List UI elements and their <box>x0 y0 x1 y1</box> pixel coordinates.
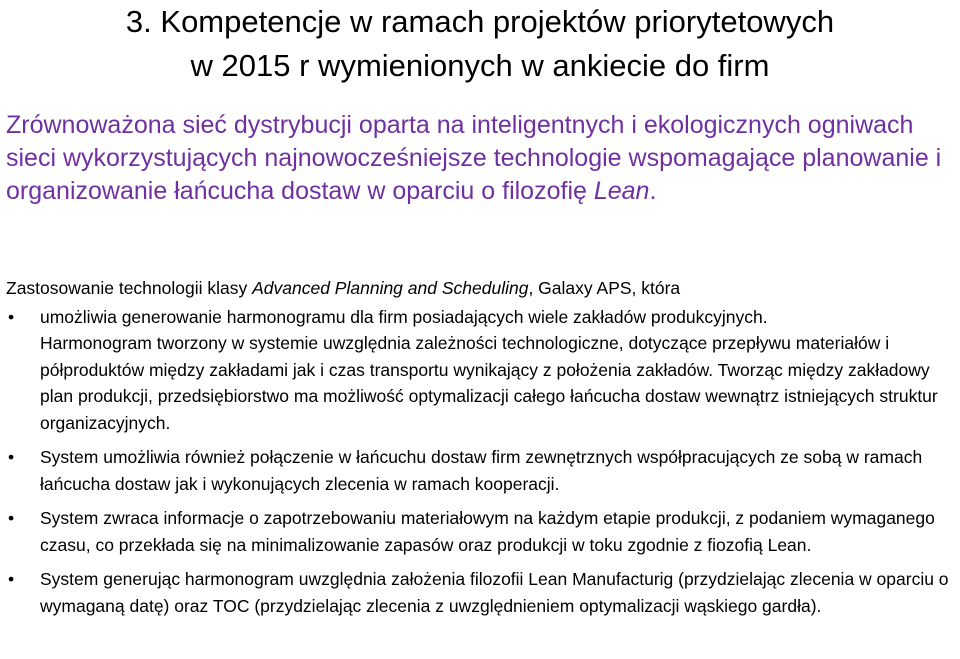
bullet-icon: • <box>8 569 15 589</box>
bullet-item <box>6 505 956 558</box>
bullet-icon: • <box>8 306 15 327</box>
intro-suffix: , Galaxy APS, która <box>528 278 681 298</box>
bullet-continuation: Harmonogram tworzony w systemie uwzględnia zależności technologiczne, dotyczące przepływu materiałów i półproduktów między zakładami jak i czas transportu wynikający z położenia zakładów. Tworząc między zakładowy plan produkcji, przedsiębiorstwo ma możliwość optymalizacji całego łańcucha dostaw wewnątrz istniejących struktur organizacyjnych. <box>40 333 938 433</box>
subtitle-end: . <box>649 177 657 205</box>
subtitle-lean: Lean <box>593 177 650 205</box>
intro-italic: Advanced Planning and Scheduling <box>252 278 529 298</box>
slide-title <box>0 0 960 88</box>
bullet-text: umożliwia generowanie harmonogramu dla firm posiadających wiele zakładów produkcyjnych. <box>40 306 768 327</box>
slide-subtitle <box>6 109 956 208</box>
bullet-item <box>6 304 956 437</box>
slide-body <box>6 275 956 627</box>
bullet-text: System zwraca informacje o zapotrzebowaniu materiałowym na każdym etapie produkcji, z podaniem wymaganego czasu, co przekłada się na minimalizowanie zapasów oraz produkcji w toku zgodnie z fiozofią Lean. <box>40 508 935 555</box>
bullet-text: System generując harmonogram uwzględnia założenia filozofii Lean Manufacturig (przydzielając zlecenia w oparciu o wymaganą datę) oraz TOC (przydzielając zlecenia z uwzględnieniem optymalizacji wąskiego gardła). <box>40 569 949 616</box>
bullet-list <box>6 304 956 620</box>
bullet-text: System umożliwia również połączenie w łańcuchu dostaw firm zewnętrznych współpracujących ze sobą w ramach łańcucha dostaw jak i wykonujących zlecenia w ramach kooperacji. <box>40 447 923 494</box>
intro-prefix: Zastosowanie technologii klasy <box>6 278 253 298</box>
bullet-item <box>6 444 956 497</box>
slide-title-line-1: 3. Kompetencje w ramach projektów priorytetowych <box>125 4 835 39</box>
bullet-item <box>6 566 956 619</box>
slide-title-line-2: w 2015 r wymienionych w ankiecie do firm <box>190 48 770 83</box>
bullet-icon: • <box>8 447 15 467</box>
bullet-icon: • <box>8 508 15 528</box>
subtitle-text: Zrównoważona sieć dystrybucji oparta na inteligentnych i ekologicznych ogniwach sieci wykorzystujących najnowocześniejsze technologie wspomagające planowanie i organizowanie łańcucha dostaw w oparciu o filozofię <box>6 111 942 205</box>
intro-paragraph <box>6 275 956 302</box>
